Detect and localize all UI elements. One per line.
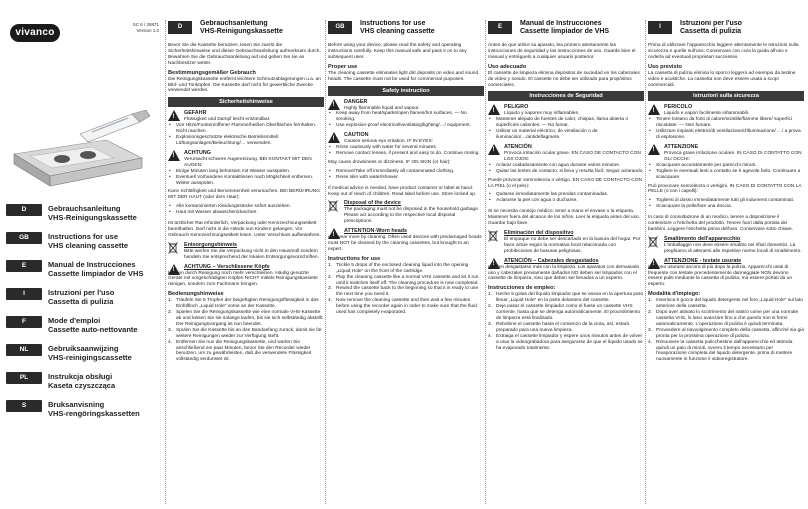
medical-advice-text: Si se necesita consejo médico, tener a mano el envase o la etiqueta. Mantener fuera del alcance de los niños. Leer la etiqueta antes del uso. Guardar bajo llave. bbox=[488, 209, 641, 227]
instructions-heading: Instructions for use bbox=[328, 255, 381, 262]
caution-bullet: • Rinse cautiously with water for several minutes. bbox=[328, 145, 484, 151]
danger-text: Highly flammable liquid and vapour. bbox=[344, 105, 420, 111]
caution-title: ATTENZIONE bbox=[664, 143, 699, 150]
caution-text-2: Kann Schläfrigkeit und Benommenheit verursachen. BEI BERÜHRUNG MIT DER HAUT (oder dem Haar): bbox=[168, 189, 320, 201]
column-header bbox=[488, 20, 644, 40]
step-text: Heche 5 gotas del líquido limpiador que se anexa en la apertura para llenar „Liquid Hole“ en la parte delantera del cassette. bbox=[496, 292, 643, 304]
step-number: 2. bbox=[648, 310, 653, 316]
cover-column bbox=[0, 0, 162, 509]
instructions-heading: Instrucciones de empleo: bbox=[488, 285, 556, 292]
language-title: Gebrauchsanleitung bbox=[48, 204, 121, 213]
step-number: 2. bbox=[328, 274, 333, 280]
caution-title: ATENCIÓN bbox=[504, 143, 532, 150]
language-title: Bruksanvisning bbox=[48, 400, 105, 409]
warning-icon bbox=[648, 258, 660, 269]
step-text: Spielen Sie die Reinigungskassette wie eine normale VHS-Kassette ab und lassen Sie sie solange laufen, bis sie sich selbständig abstellt. Der Reinigungsvorgang ist nun beendet. bbox=[176, 310, 324, 327]
caution-title: ACHTUNG bbox=[184, 149, 211, 156]
danger-block bbox=[488, 104, 644, 117]
step-number: 3. bbox=[168, 327, 173, 333]
step-number: 4. bbox=[168, 339, 173, 345]
language-index bbox=[6, 204, 162, 428]
disposal-block bbox=[328, 200, 484, 225]
safety-bar: Safety instruction bbox=[328, 86, 484, 96]
language-title: Manual de Instrucciones bbox=[48, 260, 136, 269]
language-subtitle: VHS cleaning cassette bbox=[48, 241, 129, 250]
danger-bullet: • Use explosion-proof electrical/ventilating/lighting/…/ equipment. bbox=[328, 123, 484, 129]
step-text: Träufeln Sie 5 Tropfen der beigefügten Reinigungsflüssigkeit in das Einfüllloch „Liquid Hole“ vorne an der Kassette. bbox=[176, 298, 319, 310]
caution-title: CAUTION bbox=[344, 132, 369, 139]
column-divider bbox=[165, 20, 166, 504]
disposal-text: L'imballaggio non deve essere smaltito nei rifiuti domestici. La preghiamo di attenersi alle rispettive norme locali di smaltimento. bbox=[664, 242, 802, 254]
warning-icon bbox=[328, 228, 340, 239]
caution-bullet: • Haut mit Wasser abwaschen/duschen. bbox=[168, 210, 324, 216]
warning-icon bbox=[648, 144, 660, 155]
danger-title: PERICOLO bbox=[664, 104, 693, 111]
language-code-badge: PL bbox=[6, 372, 42, 384]
instruction-step bbox=[328, 275, 484, 287]
step-number: 3. bbox=[488, 321, 493, 327]
language-entry bbox=[6, 316, 162, 338]
step-number: 1. bbox=[328, 262, 333, 268]
medical-advice-text: Ist ärztlicher Rat erforderlich, Verpackung oder Kennzeichnungsetikett bereithalten. Darf nicht in die Hände von Kindern gelangen. Vor Gebrauch Kennzeichnungsetikett lesen. Unter Verschluss aufbewahren. bbox=[168, 221, 321, 238]
proper-use-text: Die Reinigungskassette entfernt leichtere Schmutzablagerungen u.a. an Bild- und Tonköpfen. Die Kassette darf nicht für gewerbliche Zwecke verwendet werden. bbox=[168, 76, 321, 94]
worn-heads-text: pueden desgastarse más con la limpieza. Los aparatos con demasiado uso y cabezales previamente dañados NO deben ser limpiados con el cassette de limpieza, sino que deben ser llevados a un experto. bbox=[488, 264, 640, 282]
disposal-block bbox=[488, 230, 644, 255]
language-code-badge: I bbox=[6, 288, 42, 300]
column-subtitle: VHS-Reinigungskassette bbox=[200, 28, 283, 35]
danger-text: Flüssigkeit und Dampf leicht entzündbar. bbox=[184, 117, 271, 123]
step-text: Trickle 5 drops of the enclosed cleaning liquid into the opening „Liquid Hole“ on the front of the cartridge. bbox=[336, 262, 469, 274]
language-subtitle: VHS-rengöringskassetten bbox=[48, 409, 140, 418]
step-text: Now remove the cleaning cassette and then wait a few minutes before using the recorder again in order to make sure that the fluid used has completely evaporated. bbox=[336, 298, 477, 316]
disposal-text: Bitte werfen Sie die Verpackung nicht in den Hausmüll sondern handeln Sie entsprechend der lokalen Entsorgungsvorschriften. bbox=[184, 248, 319, 260]
brand-logo: vivanco bbox=[10, 24, 60, 42]
danger-bullet: • Mantener alejado de fuentes de calor, chispas, llama abierta o superficies calientes. — No fumar. bbox=[488, 117, 644, 129]
warning-icon bbox=[488, 258, 500, 269]
intro-text: Before using your device, please read the safety and operating instructions carefully. Keep this manual safe and pass it on to any subsequent user. bbox=[328, 43, 467, 60]
instruction-step bbox=[488, 292, 644, 304]
danger-title: DANGER bbox=[344, 98, 368, 105]
column-subtitle: Cassette limpiador de VHS bbox=[520, 28, 610, 35]
language-code-badge: GB bbox=[328, 21, 352, 34]
caution-bullet: • Togliere le eventuali lenti a contatto se è agevole farlo. Continuare a sciacquare. bbox=[648, 169, 804, 181]
language-code-badge: S bbox=[6, 400, 42, 412]
language-title: Mode d'emploi bbox=[48, 316, 101, 325]
caution-block bbox=[168, 150, 324, 169]
language-entry bbox=[6, 344, 162, 366]
crossed-bin-icon bbox=[488, 230, 498, 242]
proper-use-heading: Proper use bbox=[328, 63, 358, 70]
worn-heads-block bbox=[488, 258, 644, 265]
worn-heads-block bbox=[648, 258, 804, 265]
caution-bullet: • Quitar las lentes de contacto, si lleva y resulta fácil. Seguir aclarando. bbox=[488, 169, 644, 175]
instruction-step bbox=[488, 322, 644, 334]
disposal-block bbox=[168, 242, 324, 261]
caution-text-2: Puede provocar somnolencia o vértigo. EN CASO DE CONTACTO CON LA PIEL (o el pelo): bbox=[488, 177, 642, 189]
caution-bullet: • Alle kontaminierten Kleidungsstücke sofort ausziehen. bbox=[168, 204, 324, 210]
step-number: 1. bbox=[168, 298, 173, 304]
step-number: 4. bbox=[648, 339, 653, 345]
language-code-badge: E bbox=[6, 260, 42, 272]
instruction-step bbox=[488, 304, 644, 322]
disposal-text: El empaque no debe ser descartado en la basura del hogar. Por favor actúe según la normativa local relacionada con prohibiciones de basuras peligrosas. bbox=[504, 236, 641, 254]
safety-bar: Instrucciones de Seguridad bbox=[488, 91, 644, 101]
disposal-heading: Eliminación del dispositivo bbox=[504, 229, 574, 236]
caution-text: Causes serious eye irritation. IF IN EYES: bbox=[344, 139, 434, 145]
language-subtitle: VHS-Reinigungskassette bbox=[48, 213, 137, 222]
proper-use-text: El cassette de limpieza elimina depósitos de suciedad en los cabezales de vídeo y sonido. El cassette no debe ser utilizado para propósitos comerciales. bbox=[488, 70, 640, 88]
worn-heads-text: can wear more by cleaning. Often used devices with predamaged heads must NOT be cleaned by the cleaning cassettes, but brought to an expert. bbox=[328, 235, 482, 252]
crossed-bin-icon bbox=[328, 200, 338, 212]
disposal-block bbox=[648, 236, 804, 255]
caution-block bbox=[488, 144, 644, 163]
worn-heads-text: possono usurarsi ancora di più dopo la pulizia. Apparecchi usati di frequente con testate precedentemente danneggiate NON devono essere puliti mediante la cassetta di pulizia, ma essere portati da un esperto. bbox=[648, 264, 792, 288]
disposal-text: The packaging must not be disposed in the household garbage. Please act according to the respective local disposal prescriptions. bbox=[344, 207, 480, 225]
document-id bbox=[104, 22, 159, 34]
step-number: 3. bbox=[328, 286, 333, 292]
cassette-icon bbox=[14, 140, 142, 186]
instruction-step bbox=[328, 286, 484, 298]
language-column bbox=[488, 20, 644, 506]
warning-icon bbox=[328, 99, 340, 110]
caution-bullet: • Aclarar cuidadosamente con agua durante varios minutos. bbox=[488, 163, 644, 169]
danger-title: PELIGRO bbox=[504, 104, 529, 111]
worn-heads-block bbox=[168, 264, 324, 271]
language-title: Istruzioni per l'uso bbox=[48, 288, 115, 297]
caution-bullet: • Quitarse inmediatamente las prendas contaminadas. bbox=[488, 192, 644, 198]
step-text: Spulen Sie die Kassette bis an den Bandanfang zurück, damit sie für weitere Reinigungen wieder zur Verfügung steht. bbox=[176, 327, 322, 339]
caution-bullet: • Sciacquare accuratamente per parecchi minuti. bbox=[648, 163, 804, 169]
language-entry bbox=[6, 232, 162, 254]
language-column bbox=[168, 20, 324, 506]
medical-advice-text: In caso di consultazione di un medico, tenere a disposizione il contenitore o l'etichetta del prodotto. Tenere fuori dalla portata dei bambini. Leggere l'etichetta prima dell'uso. Conservare sotto chiave. bbox=[648, 215, 794, 232]
language-entry bbox=[6, 372, 162, 394]
danger-title: GEFAHR bbox=[184, 110, 207, 117]
disposal-heading: Entsorgungshinweis bbox=[184, 241, 238, 248]
danger-bullet: • Tenere lontano da fonti di calore/scintille/fiamme libere/ superfici riscaldate. — Non fumare. bbox=[648, 117, 804, 129]
intro-text: Bevor Sie die Kassette benutzen, lesen Sie zuerst die Sicherheitshinweise und dieser Gebrauchsanleitung aufmerksam durch. Bewahren Sie die Gebrauchsanleitung auf und geben Sie sie an Nachbesitzer weiter. bbox=[168, 43, 321, 66]
instruction-step bbox=[168, 298, 324, 310]
language-code-badge: GB bbox=[6, 232, 42, 244]
caution-text: Provoca grave irritazione oculare. IN CASO DI CONTATTO CON GLI OCCHI: bbox=[664, 150, 802, 162]
danger-text: Liquido e vapori facilmente infiammabili. bbox=[664, 111, 750, 117]
worn-heads-text: können durch Reinigung noch mehr verschleißen. Häufig genutzte Geräte mit vorgeschädigten Köpfen NICHT mittels Reinigungskassette reinigen, sondern zum Fachmann bringen. bbox=[168, 270, 318, 288]
worn-heads-title: ATENCIÓN – Cabezales desgastados bbox=[504, 257, 599, 264]
language-title: Instrukcja obsługi bbox=[48, 372, 113, 381]
caution-bullet: • Remove/Take off immediately all contaminated clothing. bbox=[328, 169, 484, 175]
danger-bullet: • Von Hitze/Funken/offener Flamme/heißen Oberflächen fernhalten. Nicht rauchen. bbox=[168, 123, 324, 135]
warning-icon bbox=[488, 104, 500, 115]
column-header bbox=[168, 20, 324, 40]
instruction-step bbox=[328, 263, 484, 275]
step-number: 1. bbox=[648, 298, 653, 304]
column-divider bbox=[325, 20, 326, 504]
column-title: Manual de Instrucciones bbox=[520, 20, 602, 27]
step-text: Rebobine el cassette hasta el comienzo de la cinta, así, estará preparado para una nueva limpieza. bbox=[496, 321, 630, 333]
warning-icon bbox=[168, 264, 180, 275]
language-column bbox=[328, 20, 484, 506]
instruction-step bbox=[648, 310, 804, 328]
worn-heads-block bbox=[328, 228, 484, 235]
column-divider bbox=[485, 20, 486, 504]
instruction-step bbox=[168, 310, 324, 328]
danger-block bbox=[168, 110, 324, 123]
column-title: Instructions for use bbox=[360, 20, 426, 27]
warning-icon bbox=[648, 104, 660, 115]
column-title: Istruzioni per l'uso bbox=[680, 20, 742, 27]
warning-icon bbox=[168, 150, 180, 161]
danger-text: Líquido y vapores muy inflamables. bbox=[504, 111, 580, 117]
language-code-badge: F bbox=[6, 316, 42, 328]
caution-text-2: Può provocare sonnolenza o vertigini. IN CASO DI CONTATTO CON LA PELLE (o con i capelli): bbox=[648, 183, 802, 195]
danger-block bbox=[328, 99, 484, 112]
step-number: 2. bbox=[488, 304, 493, 310]
danger-bullet: • Utilizar un material eléctrico, de ventilación o de iluminación/…/antideflagrante. bbox=[488, 129, 644, 141]
column-title: Gebrauchsanleitung bbox=[200, 20, 268, 27]
language-subtitle: Cassette auto-nettovante bbox=[48, 325, 138, 334]
caution-block bbox=[328, 132, 484, 145]
instruction-step bbox=[488, 334, 644, 352]
caution-bullet: • Eventuell Vorhandene Kontaktlinsen nach Möglichkeit entfernen. Weiter ausspülen. bbox=[168, 175, 324, 187]
instructions-heading: Modalità d'impiego: bbox=[648, 291, 701, 298]
step-number: 3. bbox=[648, 327, 653, 333]
step-text: Play the cleaning cassette like a normal VHS cassette and let it run until it switches itself off. The cleaning procedure is now completed. bbox=[336, 274, 479, 286]
instruction-step bbox=[328, 298, 484, 316]
caution-bullet: • Togliersi di dosso immediatamente tutti gli indumenti contaminati. bbox=[648, 198, 804, 204]
document-version: Version 1.0 bbox=[136, 28, 159, 33]
caution-text-2: May cause drowsiness or dizziness. IF ON SKIN (or hair): bbox=[328, 159, 451, 165]
column-subtitle: Cassetta di pulizia bbox=[680, 28, 742, 35]
instruction-step bbox=[648, 298, 804, 310]
worn-heads-title: ATTENTION-Worn heads bbox=[344, 228, 407, 235]
danger-bullet: • Utilizzare impianti elettrici/di ventilazione/d'illuminazione/ …/ a prova di esplosione. bbox=[648, 129, 804, 141]
caution-bullet: • Rinse skin with water/shower. bbox=[328, 175, 484, 181]
caution-block bbox=[648, 144, 804, 163]
proper-use-heading: Uso previsto bbox=[648, 63, 682, 70]
cleaning-bottle-icon bbox=[80, 110, 150, 142]
language-title: Instructions for use bbox=[48, 232, 119, 241]
column-subtitle: VHS cleaning cassette bbox=[360, 28, 435, 35]
caution-bullet: • Remove contact lenses, if present and easy to do. Continue rinsing. bbox=[328, 151, 484, 157]
danger-block bbox=[648, 104, 804, 117]
crossed-bin-icon bbox=[648, 236, 658, 248]
language-subtitle: Cassetta di pulizia bbox=[48, 297, 114, 306]
proper-use-heading: Uso adecuado bbox=[488, 63, 527, 70]
safety-bar: Istruzioni sulla sicurezza bbox=[648, 91, 804, 101]
caution-bullet: • Aclararse la piel con agua o ducharse. bbox=[488, 198, 644, 204]
language-code-badge: E bbox=[488, 21, 512, 34]
safety-bar: Sicherheitshinweise bbox=[168, 97, 324, 107]
step-number: 4. bbox=[328, 298, 333, 304]
article-number: SC 6 / 28871 bbox=[132, 22, 159, 27]
step-text: Rimuovere la cassetta pulicchestine dall'apparecchio ed attenda quindi un paio di minuti, ovvero il tempo necessario per l'evaporazione completa del liquido detergente, prima di mettere nuovamente in funzione il videoregistratore. bbox=[656, 339, 793, 363]
danger-bullet: • Keep away from heat/sparks/open flames/hot surfaces. — No smoking. bbox=[328, 111, 484, 123]
caution-bullet: • Einige Minuten lang behutsam mit Wasser ausspülen. bbox=[168, 169, 324, 175]
instruction-step bbox=[168, 328, 324, 340]
medical-advice-text: If medical advice is needed, have product container or label at hand. Keep out of reach of children. Read label before use. Store locked up. bbox=[328, 185, 477, 197]
step-text: Rewind the cassette back to the beginning so that it is ready to use the next time you need it. bbox=[336, 286, 479, 298]
instructions-heading: Bedienungshinweise bbox=[168, 291, 224, 298]
proper-use-heading: Bestimmungsgemäßer Gebrauch bbox=[168, 69, 256, 76]
warning-icon bbox=[328, 132, 340, 143]
step-text: Provvedere al riavvolgimento completo della cassetta, affinché sia già pronta per la prossima operazione di pulizia. bbox=[656, 327, 804, 339]
language-subtitle: Cassette limpiador de VHS bbox=[48, 269, 144, 278]
column-header bbox=[648, 20, 804, 40]
intro-text: Prima di utilizzare l'apparecchio leggere attentamente le istruzioni sulla sicurezza e quelle sull'uso. Conservare con cura la guida all'uso e cederla ad eventuali proprietari successivi. bbox=[648, 43, 799, 60]
disposal-heading: Smaltimento dell'apparecchio bbox=[664, 235, 741, 242]
language-column bbox=[648, 20, 804, 506]
proper-use-text: The cleaning cassette eliminates light dirt deposits on video and sound heads. The cassette must not be used for commercial purposes. bbox=[328, 70, 479, 82]
product-image bbox=[10, 110, 154, 194]
language-code-badge: D bbox=[6, 204, 42, 216]
warning-icon bbox=[168, 110, 180, 121]
language-code-badge: NL bbox=[6, 344, 42, 356]
column-header bbox=[328, 20, 484, 40]
step-number: 4. bbox=[488, 333, 493, 339]
instruction-step bbox=[648, 328, 804, 340]
step-number: 1. bbox=[488, 292, 493, 298]
caution-bullet: • Sciacquare la pelle/fare una doccia. bbox=[648, 204, 804, 210]
worn-heads-title: ACHTUNG – Verschlissene Köpfe bbox=[184, 263, 270, 270]
danger-bullet: • Explosionsgeschützte elektrische Betriebsmittel/ Lüftungsanlagen/Beleuchtung/… verwenden. bbox=[168, 135, 324, 147]
caution-text: Verursacht schwere Augenreizung. BEI KONTAKT MIT DEN AUGEN: bbox=[184, 156, 312, 168]
step-text: Extraiga el cassette limpiador y espere unos minutos antes de volver a usar la videograbadora para asegurarse de que el líquido usado se ha evaporado totalmente. bbox=[496, 333, 643, 351]
language-title: Gebruiksaanwijzing bbox=[48, 344, 119, 353]
disposal-heading: Disposal of the device bbox=[344, 200, 401, 207]
column-divider bbox=[645, 20, 646, 504]
language-entry bbox=[6, 288, 162, 310]
language-entry bbox=[6, 260, 162, 282]
step-number: 2. bbox=[168, 310, 173, 316]
worn-heads-title: ATTENZIONE - testate usurate bbox=[664, 257, 742, 264]
step-text: Entfernen Sie nun die Reinigungskassette, und warten Sie anschließend ein paar Minuten, bevor Sie den Recorder wieder benutzen, um zu gewährleisten, daß die verwendete Flüssigkeit vollständig verdunstet ist. bbox=[176, 339, 312, 363]
instruction-step bbox=[648, 340, 804, 364]
step-text: Deje pasar el cassette limpiador como el fuese un cassette VHS corriente, hasta que se detenga automáticamente. El procedimiento de limpieza está finalizado. bbox=[496, 304, 640, 321]
caution-text: Provoca irritación ocular grave. EN CASO DE CONTACTO CON LOS OJOS: bbox=[504, 150, 641, 162]
language-entry bbox=[6, 204, 162, 226]
step-text: Dopo aver attivato lo scorrimento del nastro come per una normale cassetta VHS, lo lasci avanzare fino a che questo non si fermi automaticamente. L'operazione di pulizia è quindi terminata. bbox=[656, 310, 799, 327]
language-entry bbox=[6, 400, 162, 422]
warning-icon bbox=[488, 144, 500, 155]
step-text: Inserisca 5 gocce del liquido detergente nel foro „Liquid Hole“ sul lato anteriore della cassetta. bbox=[656, 298, 803, 310]
proper-use-text: La cassetta di pulizia elimina lo sporco leggero ad esempio da testine video e acustiche. La cassetta non deve essere usata a scopi commerciali. bbox=[648, 70, 796, 88]
crossed-bin-icon bbox=[168, 242, 178, 254]
language-code-badge: I bbox=[648, 21, 672, 34]
instruction-step bbox=[168, 340, 324, 364]
language-subtitle: Kaseta czyszcząca bbox=[48, 381, 116, 390]
language-subtitle: VHS-reinigingscassette bbox=[48, 353, 132, 362]
language-code-badge: D bbox=[168, 21, 192, 34]
intro-text: Antes de que utilice su aparato, lea primero atentamente las instrucciones de seguridad y las instrucciones de uso. Guarde bien el manual y entréguelo a cualquier usuario posterior. bbox=[488, 43, 636, 60]
